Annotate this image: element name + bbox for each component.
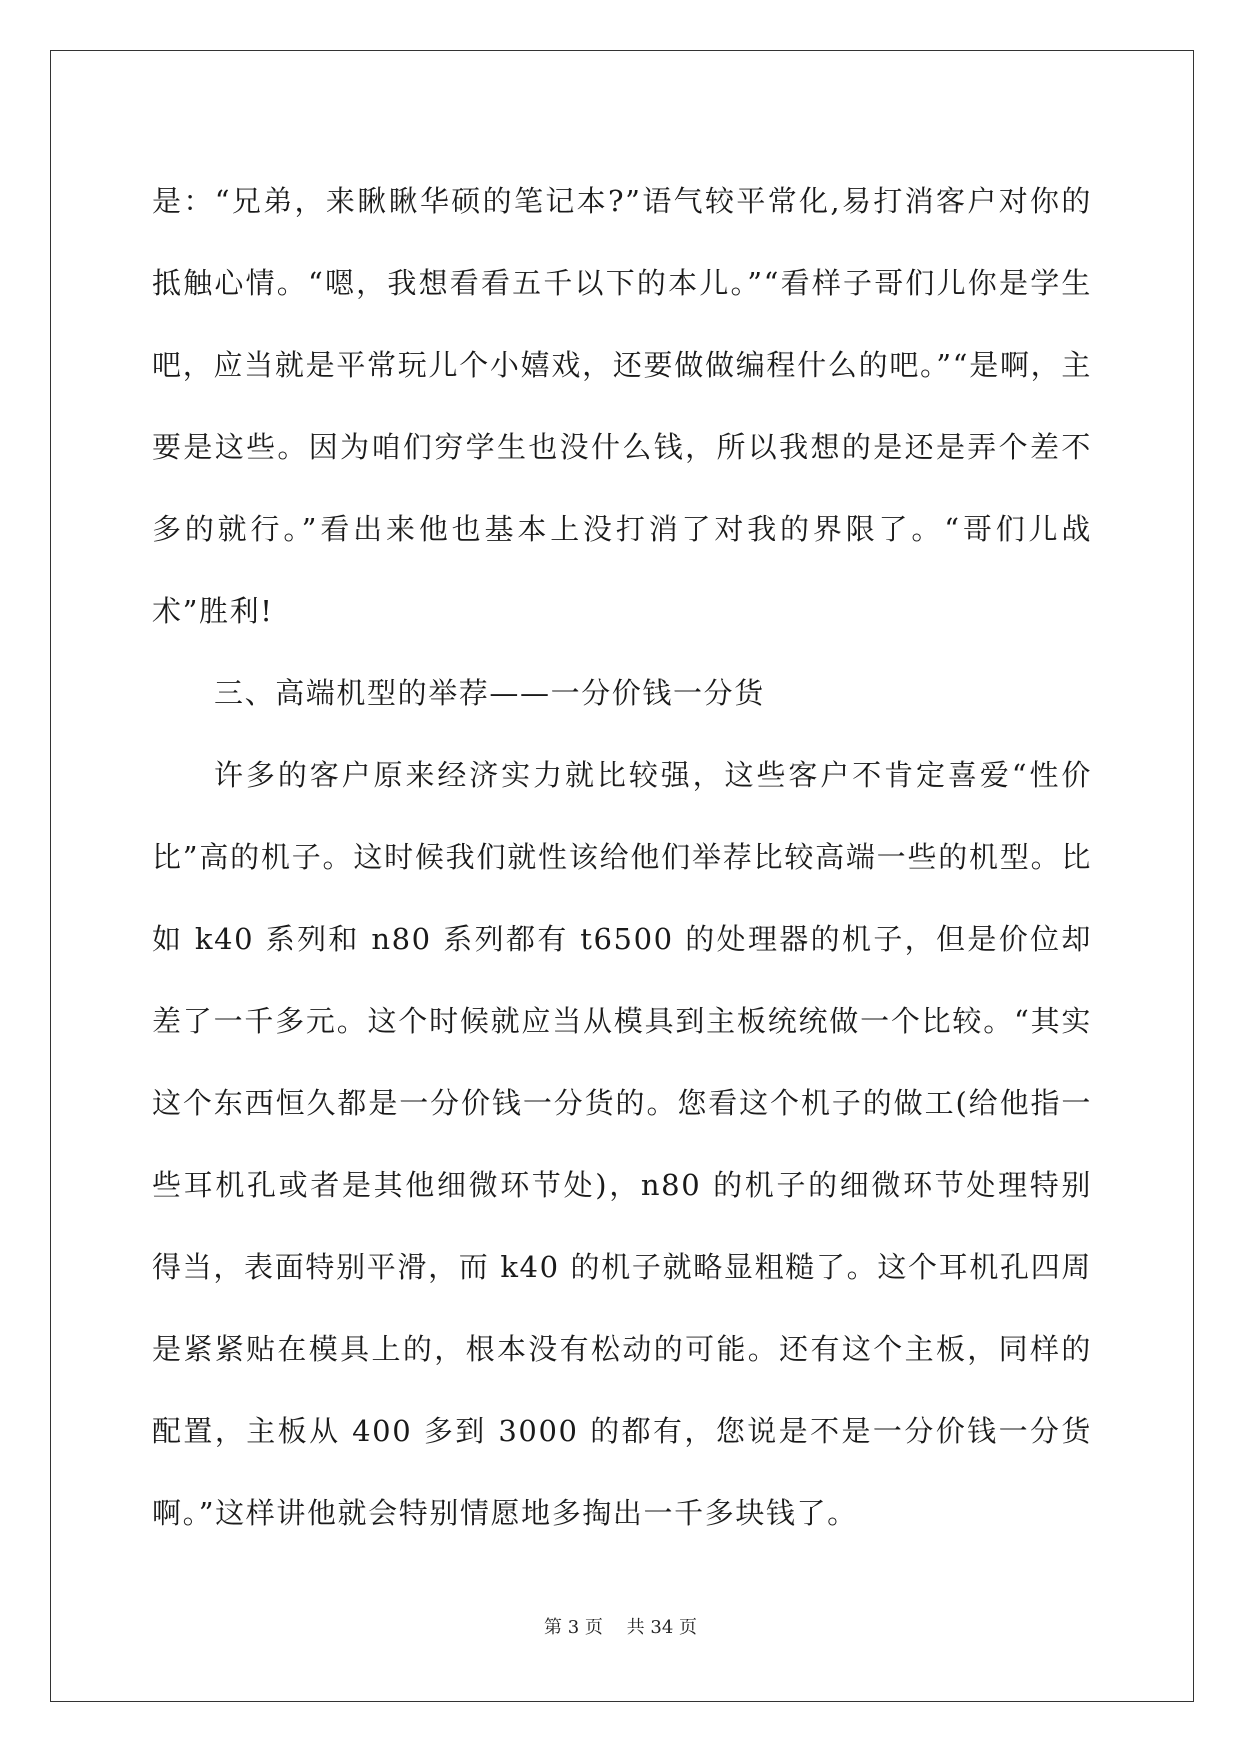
- page-number: 第 3 页: [544, 1617, 603, 1638]
- page-footer: [0, 1613, 1241, 1639]
- section-heading: 三、高端机型的举荐——一分价钱一分货: [214, 676, 765, 710]
- paragraph-high-end-recommendation: 许多的客户原来经济实力就比较强，这些客户不肯定喜爱“性价比”高的机子。这时候我们就性该给他们举荐比较高端一些的机型。比如 k40 系列和 n80 系列都有 t6500 的处理器的机子，但是价位却差了一千多元。这个时候就应当从模具到主板统统做一个比较。“其实这个东西恒久都是一分价钱一分货的。您看这个机子的做工(给他指一些耳机孔或者是其他细微环节处)，n80 的机子的细微环节处理特别得当，表面特别平滑，而 k40 的机子就略显粗糙了。这个耳机孔四周是紧紧贴在模具上的，根本没有松动的可能。还有这个主板，同样的配置，主板从 400 多到 3000 的都有，您说是不是一分价钱一分货啊。”这样讲他就会特别情愿地多掏出一千多块钱了。: [152, 758, 1092, 1530]
- paragraph-dialogue: 是：“兄弟，来瞅瞅华硕的笔记本?”语气较平常化,易打消客户对你的抵触心情。“嗯，我想看看五千以下的本儿。”“看样子哥们儿你是学生吧，应当就是平常玩儿个小嬉戏，还要做做编程什么的吧。”“是啊，主要是这些。因为咱们穷学生也没什么钱，所以我想的是还是弄个差不多的就行。”看出来他也基本上没打消了对我的界限了。“哥们儿战术”胜利!: [152, 184, 1092, 628]
- document-body: [152, 160, 1092, 1554]
- page-total: 共 34 页: [626, 1617, 697, 1638]
